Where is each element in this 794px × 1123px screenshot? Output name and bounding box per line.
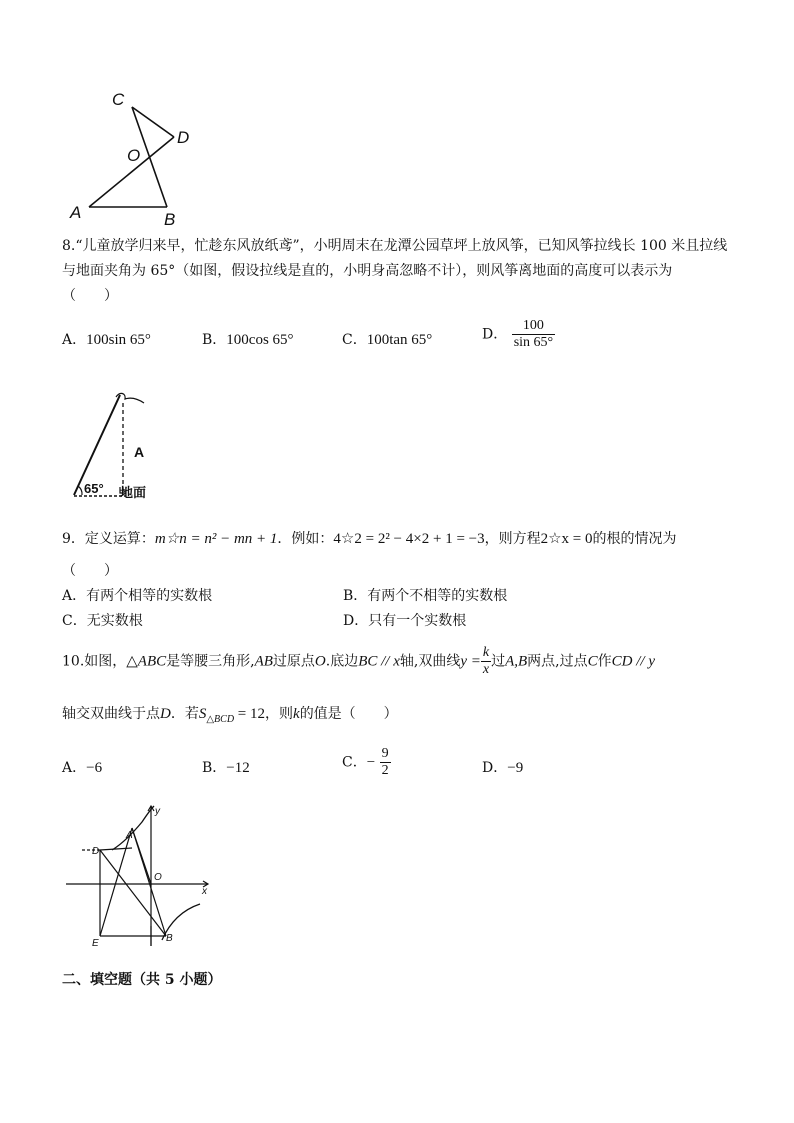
figure-crossed-triangles — [60, 85, 200, 230]
q9-line-1 — [62, 529, 677, 549]
fig3-label-y: y — [155, 806, 160, 817]
q10-option-d[interactable] — [482, 758, 523, 778]
q8-line-2: 与地面夹角为 65°（如图，假设拉线是直的，小明身高忽略不计），则风筝离地面的高度可以表示为 — [62, 263, 673, 279]
fig1-label-b: B — [164, 210, 176, 229]
q10-point-d: D — [160, 706, 171, 722]
q10-text: 过原点 — [272, 653, 315, 670]
section-title: 二、填空题（共 5 小题） — [62, 972, 222, 988]
option-letter: D． — [482, 760, 508, 776]
option-letter: C． — [342, 754, 367, 771]
option-text: 只有一个实数根 — [368, 613, 467, 629]
fig3-label-a: A — [126, 830, 133, 841]
q8-option-b[interactable] — [202, 330, 294, 350]
option-fraction — [380, 746, 391, 779]
fraction-numerator: k — [482, 645, 490, 660]
q9-option-b[interactable] — [343, 586, 507, 606]
q10-line-2 — [62, 704, 398, 730]
q10-line-1 — [62, 645, 655, 678]
q10-text: 两点,过点 — [527, 653, 588, 670]
option-letter: C． — [342, 332, 367, 348]
q10-point-o: O — [314, 653, 326, 670]
option-letter: B． — [202, 332, 227, 348]
q10-intro: 10.如图， — [62, 653, 127, 670]
q10-parallel-cd: CD // y — [611, 653, 655, 670]
option-letter: A． — [62, 760, 87, 776]
option-expr: −12 — [226, 760, 250, 776]
q10-text: 作 — [597, 653, 612, 670]
q10-option-a[interactable] — [62, 758, 102, 778]
figure-hyperbola — [62, 800, 222, 955]
q9-intro: 9．定义运算： — [62, 531, 155, 547]
q9-example-lead: ．例如： — [277, 531, 334, 547]
option-letter: B． — [202, 760, 227, 776]
q10-text: 轴,双曲线 — [399, 653, 461, 670]
q8-option-c[interactable] — [342, 330, 432, 350]
q9-option-d[interactable] — [343, 611, 466, 631]
option-letter: A． — [62, 332, 87, 348]
fig1-label-a: A — [70, 203, 82, 222]
q8-answer-paren: （ ） — [62, 288, 118, 304]
fig1-label-o: O — [127, 146, 141, 165]
q10-k: k — [293, 706, 300, 722]
q10-hyperbola-lhs: y = — [460, 653, 481, 670]
option-expr: −9 — [507, 760, 524, 776]
option-expr: 100tan 65° — [366, 332, 433, 348]
q10-points-ab: A,B — [505, 653, 528, 670]
option-expr: 100sin 65° — [86, 332, 151, 348]
fraction-numerator: 100 — [512, 318, 555, 335]
q10-text: ，则 — [265, 706, 294, 722]
option-text: 无实数根 — [86, 613, 143, 629]
q10-hyperbola-fraction — [481, 645, 491, 678]
q10-option-c[interactable] — [342, 746, 391, 779]
fig2-angle-label: 65° — [84, 481, 104, 496]
option-fraction — [512, 318, 555, 351]
option-letter: D． — [343, 613, 369, 629]
q10-area-value: = 12 — [234, 706, 266, 722]
q9-equation-lead: ，则方程 — [484, 531, 541, 547]
fig2-ground-label: 地面 — [120, 485, 147, 500]
q10-area-subscript: △BCD — [206, 713, 235, 725]
q8-option-a[interactable] — [62, 330, 151, 350]
q10-area-symbol: S — [198, 706, 207, 722]
q10-text: ．若 — [170, 706, 199, 722]
fraction-denominator: sin 65° — [513, 335, 554, 350]
q9-definition: m☆n = n² − mn + 1 — [154, 531, 278, 547]
q10-text: 是等腰三角形, — [166, 653, 255, 670]
q9-option-c[interactable] — [62, 611, 143, 631]
fig3-label-b: B — [166, 933, 173, 944]
q10-text: 过 — [491, 653, 506, 670]
q8-option-d[interactable] — [482, 318, 555, 351]
q9-example: 4☆2 = 2² − 4×2 + 1 = −3 — [333, 531, 485, 547]
q10-parallel-bc: BC // x — [358, 653, 400, 670]
option-letter: D． — [482, 326, 508, 343]
fig2-side-label: A — [134, 444, 145, 460]
option-letter: B． — [343, 588, 368, 604]
q9-answer-paren: （ ） — [62, 563, 118, 579]
q9-question-end: 的根的情况为 — [592, 531, 677, 547]
fig3-label-o: O — [154, 872, 162, 883]
option-expr: −6 — [86, 760, 103, 776]
q9-equation: 2☆x = 0 — [540, 531, 593, 547]
q9-option-a[interactable] — [62, 586, 212, 606]
fig3-label-x: x — [202, 886, 207, 897]
fraction-denominator: 2 — [381, 763, 389, 778]
q10-triangle: △ABC — [126, 653, 167, 670]
q10-point-c: C — [587, 653, 598, 670]
figure-kite — [68, 385, 168, 503]
fraction-denominator: x — [482, 662, 490, 677]
fig3-label-d: D — [92, 846, 100, 857]
q10-text: .底边 — [325, 653, 359, 670]
option-text: 有两个不相等的实数根 — [367, 588, 508, 604]
q10-text: 轴交双曲线于点 — [62, 706, 160, 722]
fig1-label-c: C — [112, 90, 125, 109]
fig3-label-e: E — [92, 938, 99, 949]
option-text: 有两个相等的实数根 — [86, 588, 213, 604]
fraction-numerator: 9 — [381, 746, 389, 761]
option-expr: 100cos 65° — [226, 332, 294, 348]
fig1-label-d: D — [177, 128, 190, 147]
q10-segment-ab: AB — [254, 653, 273, 670]
q10-option-b[interactable] — [202, 758, 250, 778]
option-letter: A． — [62, 588, 87, 604]
option-letter: C． — [62, 613, 87, 629]
q8-line-1: 8.“儿童放学归来早，忙趁东风放纸鸢”，小明周末在龙潭公园草坪上放风筝，已知风筝拉线长 100 米且拉线 — [62, 238, 728, 254]
q10-text: 的值是（ ） — [299, 706, 398, 722]
option-negative-sign: − — [366, 754, 376, 771]
